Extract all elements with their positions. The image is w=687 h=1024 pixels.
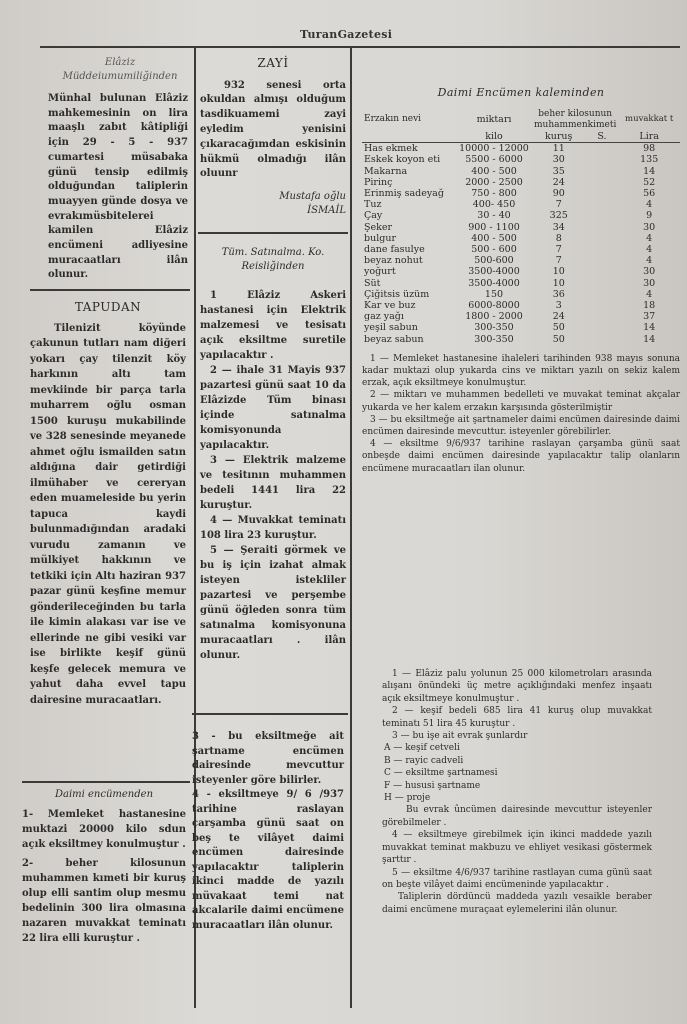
cell-kilo: 900 - 1100 (468, 221, 520, 233)
cell-item: Makarna (364, 165, 408, 177)
cell-lira: 98 (643, 143, 656, 155)
cell-kilo: 3500-4000 (468, 277, 520, 289)
table-row (362, 177, 680, 188)
cell-item: Has ekmek (364, 143, 418, 155)
cell-lira: 37 (643, 311, 656, 323)
daimi-item-2: 2- beher kilosunun muhammen kımeti bir kuruş olup elli santim olup mesmu bedelinin 300 lira olmasına nazaren muvakkat teminatı 22 lira elli kuruştur . (22, 857, 186, 944)
encumen-cont-p4: 4 - eksiltmeye 9/ 6 /937 tarihine raslayan çarşamba günü saat on beş te vilâyet daimi encümen dairesinde yapılacaktır taliplerin ikinci madde de yazılı müvakaat temi nat akcalarile daimi encümene muracaatları ilân olunur. (192, 789, 344, 931)
cell-item: Tuz (364, 199, 382, 211)
top-rule (40, 46, 680, 48)
cell-kurus: 50 (552, 333, 565, 345)
table-row (362, 154, 680, 165)
cell-s (585, 255, 618, 266)
cell-s (585, 322, 618, 333)
table-row (362, 210, 680, 221)
list-item: C — eksiltme şartnamesi (384, 768, 498, 779)
yol-p3: 3 — bu işe ait evrak şunlardır (392, 731, 528, 742)
newspaper-header: TuranGazetesi (300, 28, 393, 41)
cell-s (585, 143, 618, 155)
column-1 (48, 56, 188, 283)
kalem-notes (362, 353, 680, 475)
table-row (362, 199, 680, 210)
zayi-signature: Mustafa oğlu İSMAİL (279, 191, 346, 217)
cell-kurus: 90 (552, 188, 565, 200)
cell-lira: 4 (646, 244, 653, 256)
cell-lira: 14 (643, 165, 656, 177)
section-rule-col2-b (192, 713, 348, 715)
cell-item: Pirinç (364, 176, 393, 188)
tapudan-section (30, 300, 186, 708)
cell-s (585, 177, 618, 188)
cell-kurus: 7 (555, 255, 562, 267)
cell-item: beyaz sabun (364, 333, 424, 345)
col-header-beher: beher kilosunun muhammenkimeti (534, 108, 617, 130)
table-row (362, 334, 680, 345)
cell-lira: 52 (643, 176, 656, 188)
cell-lira: 30 (643, 277, 656, 289)
kalem-note-1: 1 — Memleket hastanesine ihaleleri tarihinden 938 mayıs sonuna kadar muktazi olup yukarda cins ve miktarı yazılı on sekiz kalem erzak, açık eksiltmeye konulmuştur. (362, 353, 680, 389)
encumen-cont-p3: 3 - bu eksiltmeğe ait şartname encümen dairesinde mevcuttur isteyenler göre bilirler. (192, 731, 344, 786)
col-header-kurus: kuruş (545, 131, 573, 142)
section-rule-col2-a (198, 232, 348, 234)
zayi-body: 932 senesi orta okuldan almışı olduğum tasdikuamemi zayi eyledim yenisini çıkaracağımdan eskisinin hükmü olmadığı ilân oluunr (200, 79, 346, 180)
daimi-encumenden-section (22, 788, 186, 946)
yol-evrak-list (382, 742, 652, 804)
table-row (362, 311, 680, 322)
cell-kilo: 30 - 40 (477, 210, 511, 222)
table-row (362, 188, 680, 199)
list-item: F — hususi şartname (384, 780, 481, 791)
cell-kurus: 35 (552, 165, 565, 177)
cell-kurus: 325 (549, 210, 568, 222)
satinalma-title: Tüm. Satınalma. Ko. Reisliğinden (221, 247, 325, 272)
cell-item: gaz yağı (364, 311, 404, 323)
cell-kurus: 8 (555, 232, 562, 244)
cell-kurus: 24 (552, 311, 565, 323)
cell-s (585, 166, 618, 177)
yol-p4: Bu evrak ûncümen dairesinde mevcuttur isteyenler görebilmeler . (382, 805, 652, 828)
satinalma-p5: 5 — Şeraiti görmek ve bu iş için izahat almak isteyen istekliler pazartesi ve perşembe günü öğleden sonra tüm satınalma komisyonuna muracaatları . ilân olunur. (200, 545, 346, 661)
cell-kilo: 750 - 800 (471, 188, 517, 200)
cell-s (585, 300, 618, 311)
cell-s (585, 244, 618, 255)
cell-item: Kar ve buz (364, 300, 416, 312)
tapudan-title: TAPUDAN (74, 300, 142, 314)
table-row (362, 289, 680, 300)
kalem-note-2: 2 — miktarı ve muhammen bedelleti ve muvakat teminat akçalar yukarda ve her kalem erzakın karşısında gösterilmiştir (362, 390, 680, 413)
cell-kilo: 300-350 (474, 333, 514, 345)
col-header-muvakkat: muvakkat t (625, 114, 674, 125)
cell-kurus: 7 (555, 244, 562, 256)
cell-lira: 30 (643, 266, 656, 278)
cell-kilo: 500-600 (474, 255, 514, 267)
cell-kurus: 11 (552, 143, 565, 155)
cell-lira: 4 (646, 232, 653, 244)
cell-lira: 30 (643, 221, 656, 233)
list-item: B — rayic cadveli (384, 755, 464, 766)
table-row (362, 222, 680, 233)
cell-lira: 14 (643, 333, 656, 345)
cell-kilo: 150 (484, 288, 504, 300)
cell-s (585, 222, 618, 233)
cell-kilo: 400 - 500 (471, 165, 517, 177)
cell-s (585, 311, 618, 322)
cell-item: Süt (364, 277, 381, 289)
palu-yolu-section (382, 668, 652, 916)
cell-s (585, 154, 618, 165)
table-row (362, 300, 680, 311)
satinalma-p4: 4 — Muvakkat teminatı 108 lira 23 kuruştur. (200, 515, 346, 541)
cell-kurus: 3 (555, 300, 562, 312)
table-row (362, 143, 680, 155)
cell-kurus: 10 (552, 266, 565, 278)
cell-kilo: 6000-8000 (468, 300, 520, 312)
cell-item: Çay (364, 210, 383, 222)
cell-item: Şeker (364, 221, 393, 233)
cell-s (585, 289, 618, 300)
daimi-encumen-kalem-section (362, 86, 680, 475)
cell-kilo: 10000 - 12000 (459, 143, 529, 155)
cell-item: beyaz nohut (364, 255, 423, 267)
cell-item: Çiğitsis üzüm (364, 288, 430, 300)
muddeiumumi-body: Münhal bulunan Elâziz mahkemesinin on lira maaşlı zabıt kâtipliği için 29 - 5 - 937 cumartesi müsabaka günü tensip edilmiş olduğundan taliplerin muayyen günde dosya ve evrakımüsbitelerei kamilen Elâziz encümeni adliyesine muracaatları ilân olunur. (48, 93, 188, 281)
table-row (362, 322, 680, 333)
table-subheader-row (362, 131, 680, 143)
cell-s (585, 278, 618, 289)
zayi-title: ZAYİ (257, 56, 289, 70)
kalem-note-3: 3 — bu eksiltmeğe ait şartnameler daimi encümen dairesinde daimi encümen dairesinde mevcuttur. isteyenler görebilirler. (362, 414, 680, 438)
kalem-note-4: 4 — eksiltme 9/6/937 tarihine raslayan çarşamba günü saat onbeşde daimi encümen dairesinde yapılacaktır talip olanların encümene muracaatları ilan olunur. (362, 439, 680, 474)
cell-kilo: 500 - 600 (471, 244, 517, 256)
cell-kilo: 2000 - 2500 (465, 176, 523, 188)
cell-item: Erinmiş sadeyağ (364, 188, 444, 200)
table-row (362, 278, 680, 289)
cell-kurus: 50 (552, 322, 565, 334)
satinalma-p1: 1 Elâziz Askeri hastanesi için Elektrik malzemesi ve tesisatı açık eksiltme suretile yapılacaktır . (200, 290, 346, 361)
cell-lira: 56 (643, 188, 656, 200)
table-row (362, 244, 680, 255)
col-header-lira: Lira (639, 131, 659, 142)
cell-kilo: 400- 450 (472, 199, 516, 211)
satinalma-p2: 2 — ihale 31 Mayis 937 pazartesi günü saat 10 da Elâzizde Tüm binası içinde satınalma komisyonunda yapılacaktır. (200, 365, 346, 451)
table-row (362, 266, 680, 277)
daimi-encumenden-title: Daimi encümenden (54, 789, 154, 800)
cell-kilo: 3500-4000 (468, 266, 520, 278)
cell-kurus: 36 (552, 288, 565, 300)
cell-s (585, 233, 618, 244)
cell-item: yeşil sabun (364, 322, 418, 334)
kalem-title: Daimi Encümen kaleminden (437, 86, 605, 99)
cell-kurus: 10 (552, 277, 565, 289)
cell-lira: 4 (646, 199, 653, 211)
table-row (362, 233, 680, 244)
cell-kurus: 30 (552, 154, 565, 166)
table-row (362, 166, 680, 177)
cell-lira: 4 (646, 288, 653, 300)
cell-lira: 135 (640, 154, 659, 166)
yol-p5: 4 — eksiltmeye girebilmek için ikinci maddede yazılı muvakkat teminat makbuzu ve ehliyet vesikasi göstermek şarttır . (382, 830, 652, 866)
col-header-s: S. (597, 131, 607, 142)
col-header-erzak: Erzakın nevi (364, 114, 422, 125)
satinalma-p3: 3 — Elektrik malzeme ve tesitının muhammen bedeli 1441 lira 22 kuruştur. (200, 455, 346, 511)
muddeiumumi-title: Elâziz Müddeiumumiliğinden (62, 57, 178, 82)
yol-p6: 5 — eksiltme 4/6/937 tarihine rastlayan cuma günü saat on beşte vilâyet daimi encümeninde yapılacaktır . (382, 867, 652, 890)
yol-p7: Taliplerin dördüncü maddeda yazılı vesaikle beraber daimi encümene muraçaat eylemelerini ilân olunur. (382, 892, 652, 915)
section-rule-col1-a (30, 289, 190, 291)
cell-s (585, 334, 618, 345)
cell-s (585, 210, 618, 221)
daimi-item-1: 1- Memleket hastanesine muktazi 20000 kilo sdun açık eksiltmey konulmuştur . (22, 808, 186, 850)
col-header-kilo: kilo (485, 131, 503, 142)
yol-p2: 2 — keşif bedeli 685 lira 41 kuruş olup muvakkat teminatı 51 lira 45 kuruştur . (382, 706, 652, 729)
encumen-continued-section (192, 730, 344, 933)
list-item: H — proje (384, 793, 431, 804)
cell-lira: 9 (646, 210, 653, 222)
table-row (362, 255, 680, 266)
cell-lira: 4 (646, 255, 653, 267)
cell-s (585, 199, 618, 210)
col-header-miktari: miktarı (476, 114, 512, 126)
cell-lira: 14 (643, 322, 656, 334)
cell-item: dane fasulye (364, 244, 425, 256)
cell-kilo: 400 - 500 (471, 232, 517, 244)
list-item: A — keşif cetveli (384, 743, 460, 754)
section-rule-col1-b (22, 781, 190, 783)
cell-kilo: 1800 - 2000 (465, 311, 523, 323)
satinalma-section (200, 246, 346, 663)
cell-s (585, 266, 618, 277)
price-table-body (362, 143, 680, 345)
yol-p1: 1 — Elâziz palu yolunun 25 000 kilometroları arasında alışanı önündeki üç metre açıklığındaki menfez inşaatı açık eksiltmeye konulmuştur . (382, 669, 652, 704)
cell-kurus: 7 (555, 199, 562, 211)
price-table (362, 109, 680, 345)
cell-kurus: 34 (552, 221, 565, 233)
cell-s (585, 188, 618, 199)
cell-kilo: 300-350 (474, 322, 514, 334)
cell-kurus: 24 (552, 176, 565, 188)
zayi-section (200, 56, 346, 218)
table-header-row (362, 109, 680, 131)
column-divider-2 (350, 48, 352, 1008)
tapudan-body: Tilenizit köyünde çakunun tutları nam diğeri yokarı çay tilenzit köy harkının altı tam mevkiinde bir parça tarla muharrem oğlu osman 1500 kuruşu mukabilinde ve 328 senesinde meyanede ahmet oğlu ismailden satın aldığına dair getirdiği ilmühaber ve cereryan eden muameleside bu yerin tapuca kaydi bulunmadığından aradaki vurudu zamanın ve mülkiyet hakkının ve tetkiki için Altı haziran 937 pazar günü keşfine memur gönderileceğinden bu tarla ile kimin alakası var ise ve ellerinde ne gibi vesiki var ise birlikte keşif günü keşfe gelecek memura ve yahut daha evvel tapu dairesine muracaatları. (30, 322, 186, 706)
cell-lira: 18 (643, 300, 656, 312)
cell-item: yoğurt (364, 266, 396, 278)
cell-item: bulgur (364, 232, 396, 244)
cell-kilo: 5500 - 6000 (465, 154, 523, 166)
cell-item: Eskek koyon eti (364, 154, 441, 166)
